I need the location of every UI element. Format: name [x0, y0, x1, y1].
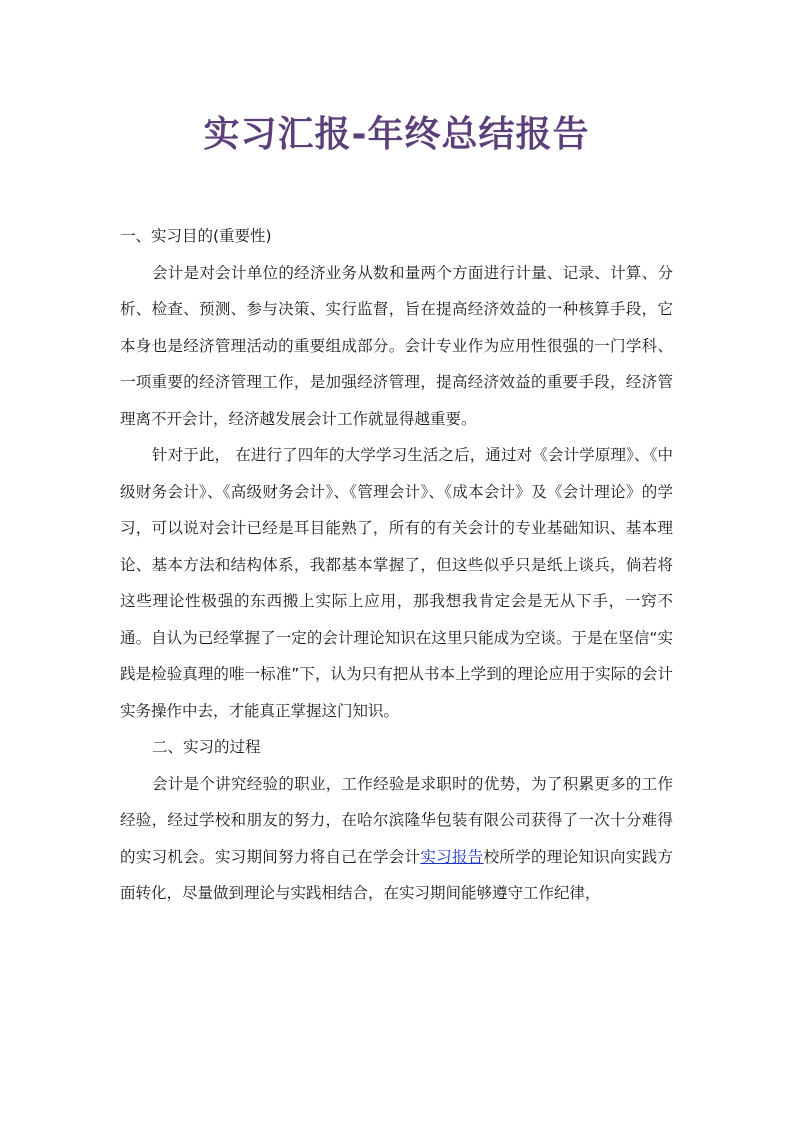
- internship-report-link[interactable]: 实习报告: [420, 847, 484, 866]
- section-heading-purpose: 一、实习目的(重要性): [120, 227, 272, 245]
- document-body: [120, 218, 673, 912]
- paragraph-internship-process: [120, 766, 673, 912]
- paragraph-text-after-link: 校所学的理论知识向实践方面转化，尽量做到理论与实践相结合，在实习期间能够遵守工作纪律，: [120, 847, 673, 902]
- paragraph-study-background: 针对于此， 在进行了四年的大学学习生活之后，通过对《会计学原理》、《中级财务会计》、《高级财务会计》、《管理会计》、《成本会计》及《会计理论》的学习，可以说对会计已经是耳目能熟了，所有的有关会计的专业基础知识、基本理论、基本方法和结构体系，我都基本掌握了，但这些似乎只是纸上谈兵，倘若将这些理论性极强的东西搬上实际上应用，那我想我肯定会是无从下手，一窍不通。自认为已经掌握了一定的会计理论知识在这里只能成为空谈。于是在坚信“实践是检验真理的唯一标准”下，认为只有把从书本上学到的理论应用于实际的会计实务操作中去，才能真正掌握这门知识。: [120, 446, 673, 720]
- paragraph-text-before-link: 会计是个讲究经验的职业，工作经验是求职时的优势，为了积累更多的工作经验，经过学校和朋友的努力，在哈尔滨隆华包装有限公司获得了一次十分难得的实习机会。实习期间努力将自己在学会计: [120, 774, 673, 866]
- section-heading-process: 二、实习的过程: [152, 738, 261, 756]
- document-title: 实习汇报-年终总结报告: [203, 114, 590, 155]
- paragraph-accounting-definition: 会计是对会计单位的经济业务从数和量两个方面进行计量、记录、计算、分析、检查、预测、参与决策、实行监督，旨在提高经济效益的一种核算手段，它本身也是经济管理活动的重要组成部分。会计专业作为应用性很强的一门学科、一项重要的经济管理工作，是加强经济管理，提高经济效益的重要手段，经济管理离不开会计，经济越发展会计工作就显得越重要。: [120, 263, 673, 428]
